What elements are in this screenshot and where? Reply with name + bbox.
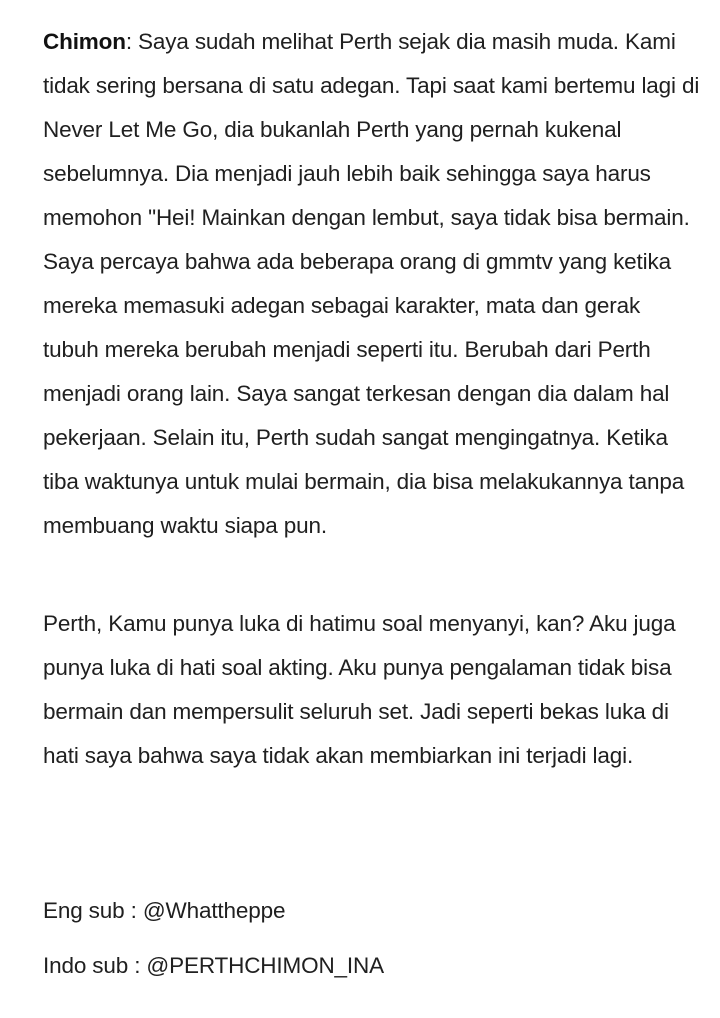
- indo-sub-credit: Indo sub : @PERTHCHIMON_INA: [43, 953, 384, 978]
- speaker-name: Chimon: [43, 29, 126, 54]
- eng-sub-credit: Eng sub : @Whattheppe: [43, 898, 286, 923]
- paragraph-1-body: : Saya sudah melihat Perth sejak dia masih muda. Kami tidak sering bersana di satu adegan. Tapi saat kami bertemu lagi di Never Let Me Go, dia bukanlah Perth yang pernah kukenal sebelumnya. Dia menjadi jauh lebih baik sehingga saya harus memohon "Hei! Mainkan dengan lembut, saya tidak bisa bermain. Saya percaya bahwa ada beberapa orang di gmmtv yang ketika mereka memasuki adegan sebagai karakter, mata dan gerak tubuh mereka berubah menjadi seperti itu. Berubah dari Perth menjadi orang lain. Saya sangat terkesan dengan dia dalam hal pekerjaan. Selain itu, Perth sudah sangat mengingatnya. Ketika tiba waktunya untuk mulai bermain, dia bisa melakukannya tanpa membuang waktu siapa pun.: [43, 29, 700, 538]
- paragraph-chimon-quote: [43, 20, 700, 548]
- paragraph-perth-message: Perth, Kamu punya luka di hatimu soal menyanyi, kan? Aku juga punya luka di hati soal akting. Aku punya pengalaman tidak bisa bermain dan mempersulit seluruh set. Jadi seperti bekas luka di hati saya bahwa saya tidak akan membiarkan ini terjadi lagi.: [43, 611, 676, 768]
